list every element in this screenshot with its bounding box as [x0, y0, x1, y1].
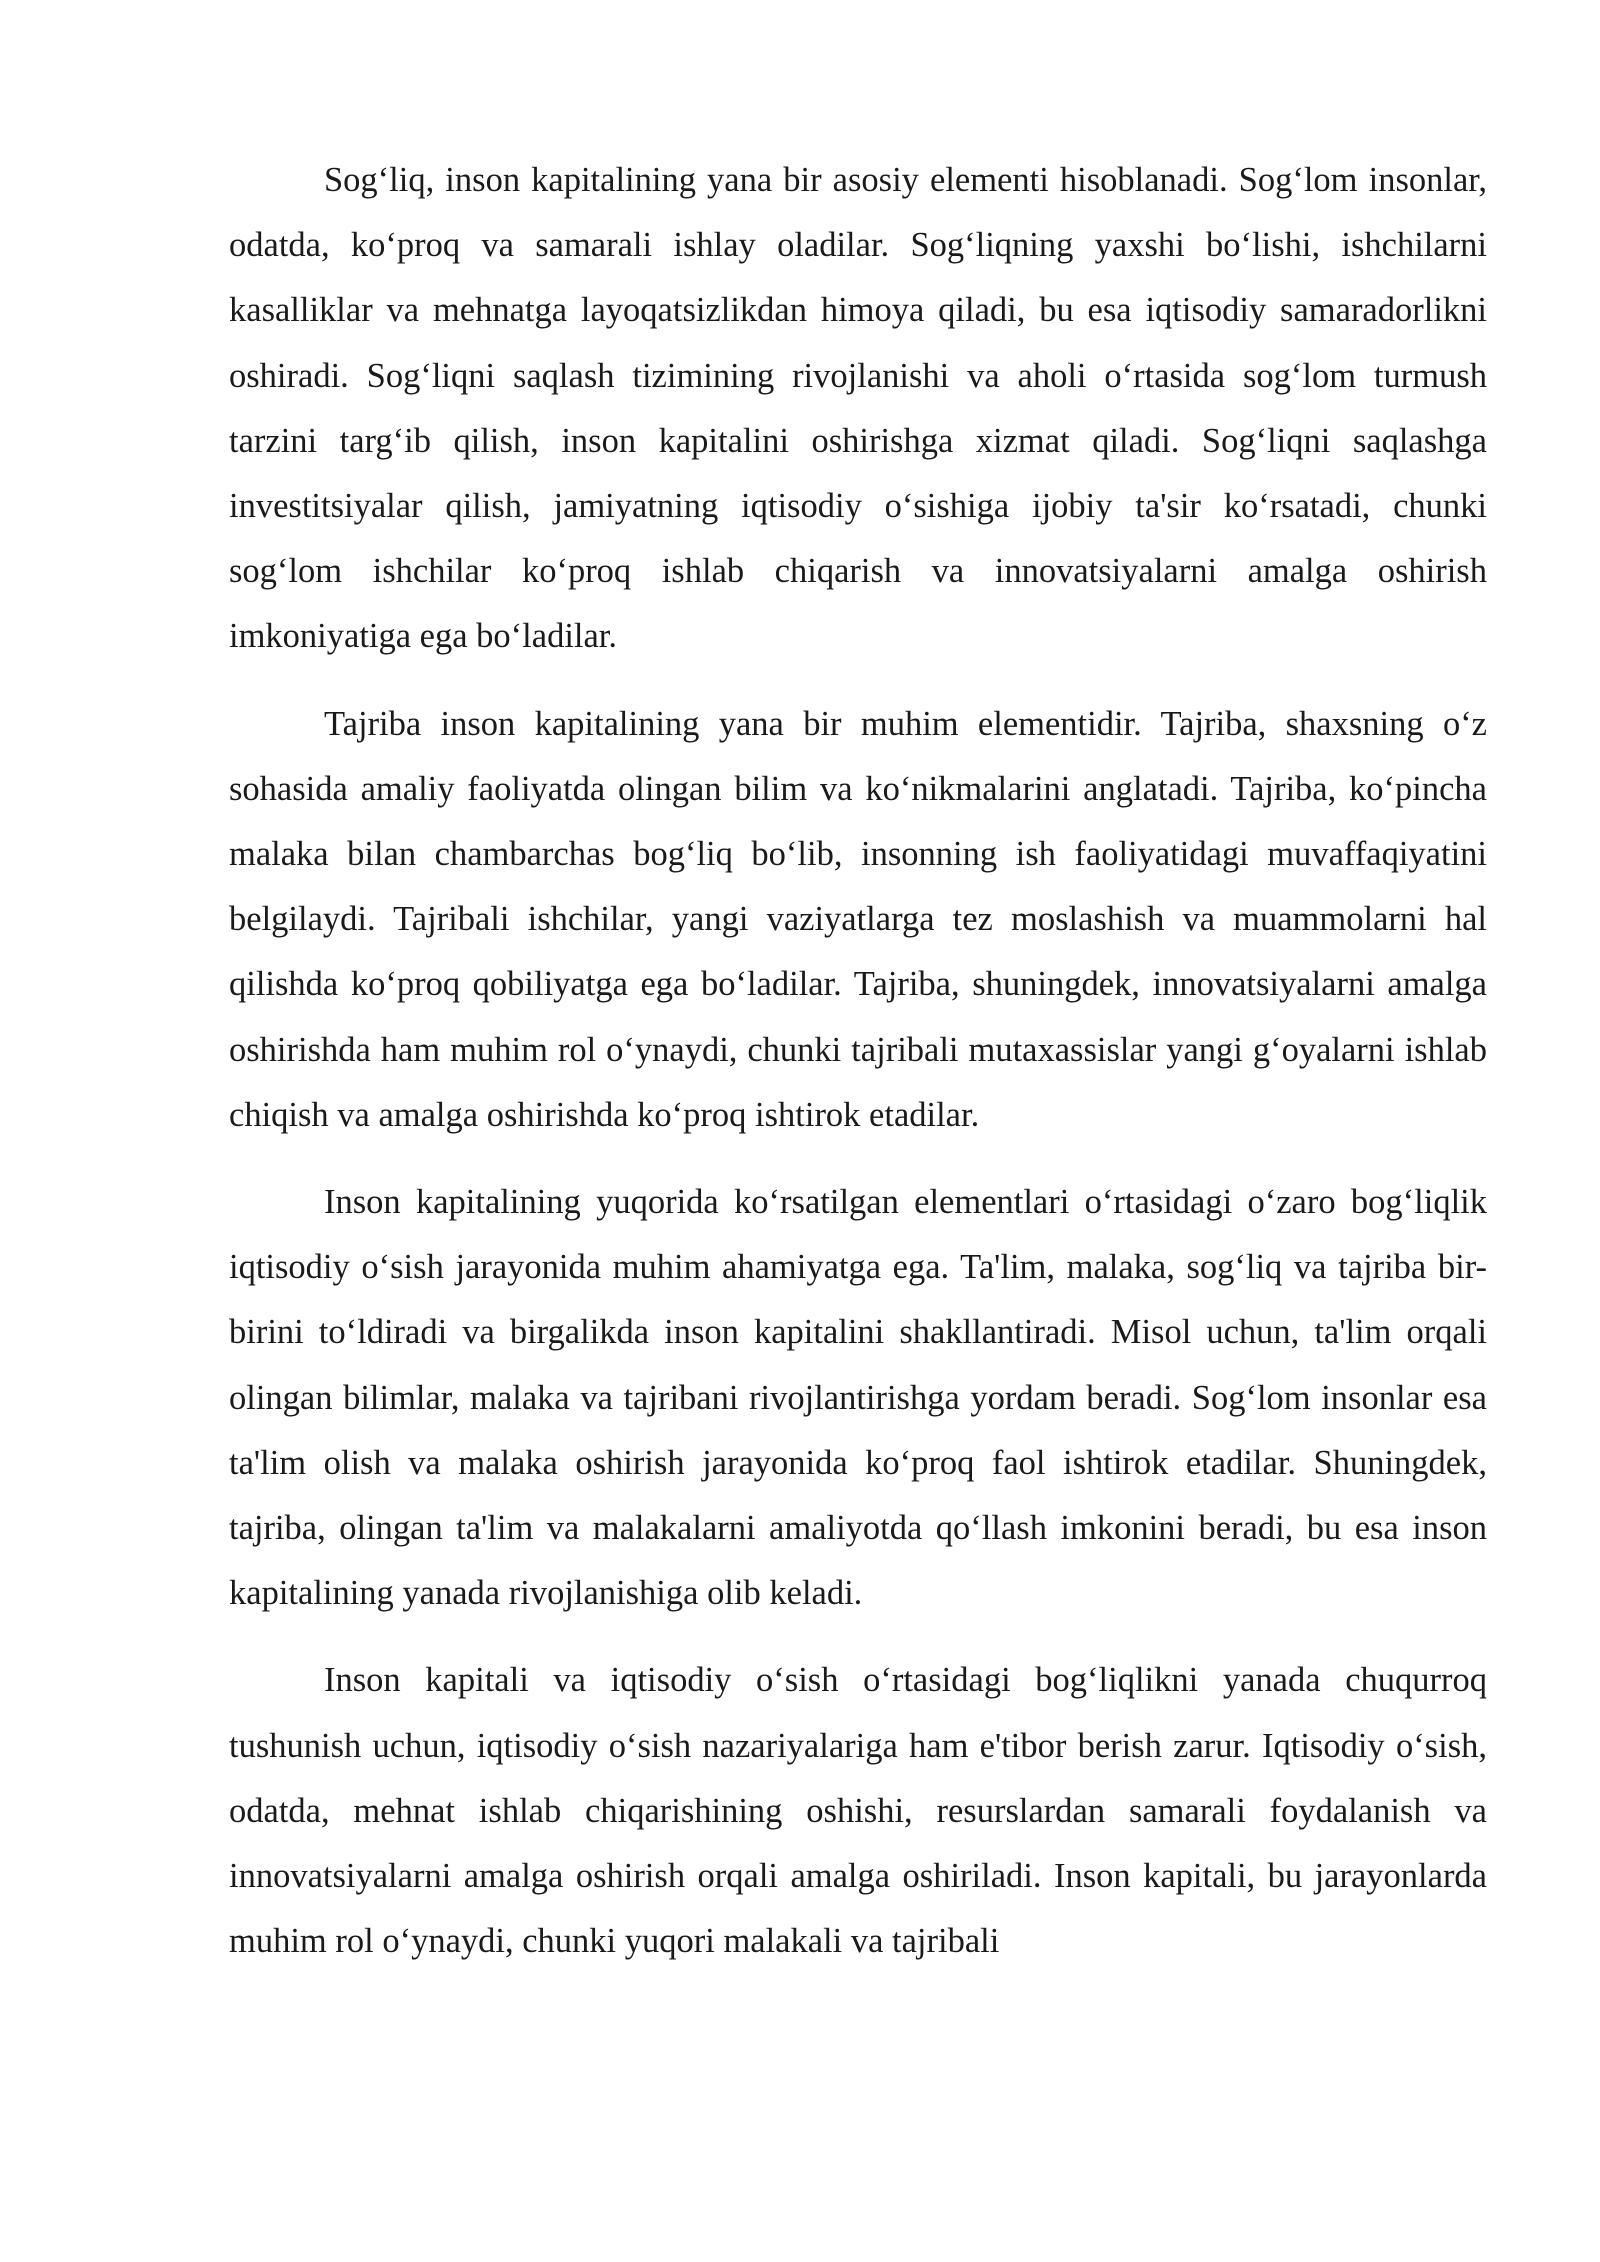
paragraph-interconnection: Inson kapitalining yuqorida ko‘rsatilgan elementlari o‘rtasidagi o‘zaro bog‘liqlik iqtisodiy o‘sish jarayonida muhim ahamiyatga ega. Ta'lim, malaka, sog‘liq va tajriba bir-birini to‘ldiradi va birgalikda inson kapitalini shakllantiradi. Misol uchun, ta'lim orqali olingan bilimlar, malaka va tajribani rivojlantirishga yordam beradi. Sog‘lom insonlar esa ta'lim olish va malaka oshirish jarayonida ko‘proq faol ishtirok etadilar. Shuningdek, tajriba, olingan ta'lim va malakalarni amaliyotda qo‘llash imkonini beradi, bu esa inson kapitalining yanada rivojlanishiga olib keladi.	[229, 1183, 1487, 1613]
paragraph-health: Sog‘liq, inson kapitalining yana bir asosiy elementi hisoblanadi. Sog‘lom insonlar, odatda, ko‘proq va samarali ishlay oladilar. Sog‘liqning yaxshi bo‘lishi, ishchilarni kasalliklar va mehnatga layoqatsizlikdan himoya qiladi, bu esa iqtisodiy samaradorlikni oshiradi. Sog‘liqni saqlash tizimining rivojlanishi va aholi o‘rtasida sog‘lom turmush tarzini targ‘ib qilish, inson kapitalini oshirishga xizmat qiladi. Sog‘liqni saqlashga investitsiyalar qilish, jamiyatning iqtisodiy o‘sishiga ijobiy ta'sir ko‘rsatadi, chunki sog‘lom ishchilar ko‘proq ishlab chiqarish va innovatsiyalarni amalga oshirish imkoniyatiga ega bo‘ladilar.	[229, 161, 1487, 656]
paragraph-growth-theory: Inson kapitali va iqtisodiy o‘sish o‘rtasidagi bog‘liqlikni yanada chuqurroq tushunish uchun, iqtisodiy o‘sish nazariyalariga ham e'tibor berish zarur. Iqtisodiy o‘sish, odatda, mehnat ishlab chiqarishining oshishi, resurslardan samarali foydalanish va innovatsiyalarni amalga oshirish orqali amalga oshiriladi. Inson kapitali, bu jarayonlarda muhim rol o‘ynaydi, chunki yuqori malakali va tajribali	[229, 1661, 1487, 1961]
document-body	[229, 148, 1487, 1974]
paragraph-experience: Tajriba inson kapitalining yana bir muhim elementidir. Tajriba, shaxsning o‘z sohasida amaliy faoliyatda olingan bilim va ko‘nikmalarini anglatadi. Tajriba, ko‘pincha malaka bilan chambarchas bog‘liq bo‘lib, insonning ish faoliyatidagi muvaffaqiyatini belgilaydi. Tajribali ishchilar, yangi vaziyatlarga tez moslashish va muammolarni hal qilishda ko‘proq qobiliyatga ega bo‘ladilar. Tajriba, shuningdek, innovatsiyalarni amalga oshirishda ham muhim rol o‘ynaydi, chunki tajribali mutaxassislar yangi g‘oyalarni ishlab chiqish va amalga oshirishda ko‘proq ishtirok etadilar.	[229, 704, 1487, 1134]
